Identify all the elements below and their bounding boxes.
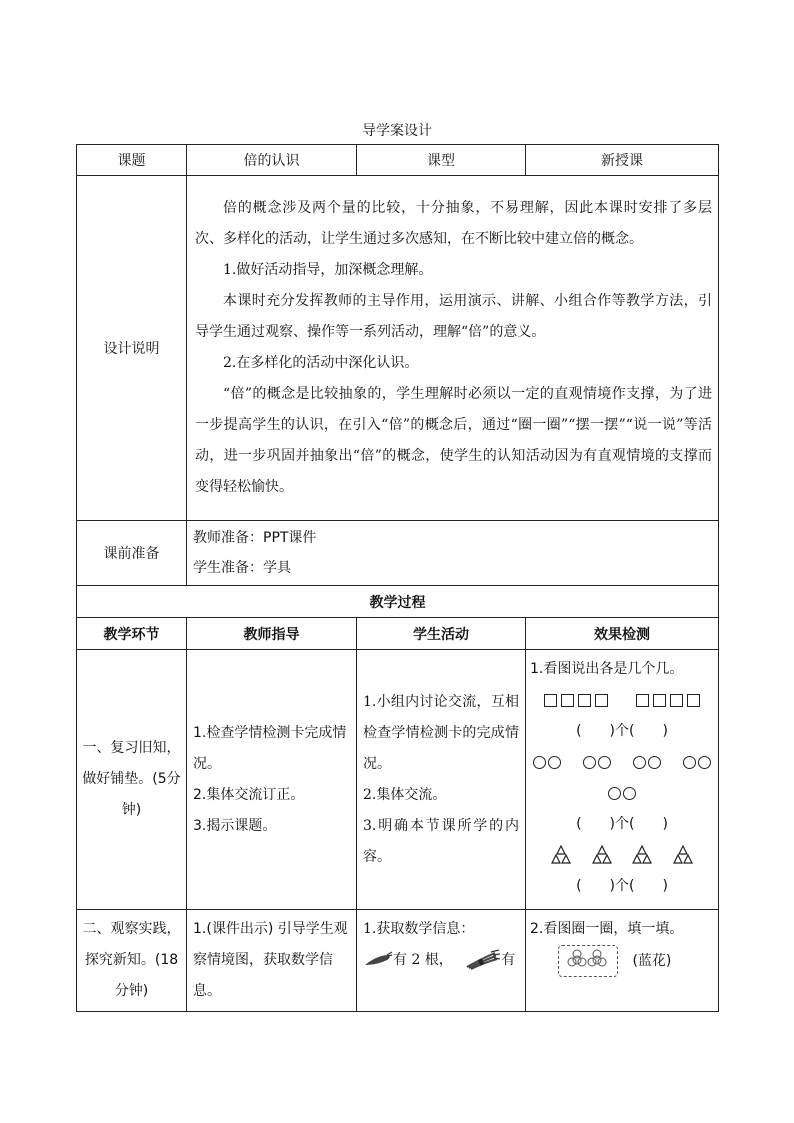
process-title: 教学过程 bbox=[77, 586, 719, 618]
guidance-item: 3.揭示课题。 bbox=[193, 817, 277, 834]
guidance-item: 2.集体交流订正。 bbox=[193, 786, 305, 803]
triangle-icon bbox=[592, 845, 612, 865]
design-paragraph: 1.做好活动指导，加深概念理解。 bbox=[223, 262, 433, 278]
circle-icon bbox=[598, 756, 611, 769]
square-icon bbox=[687, 694, 700, 707]
teacher-guidance bbox=[187, 650, 357, 910]
process-title-row bbox=[77, 586, 719, 618]
stage-cell: 一、复习旧知，做好铺垫。(5分钟) bbox=[77, 650, 187, 910]
preparation-text bbox=[187, 521, 719, 586]
triangles-figure bbox=[530, 840, 714, 871]
circle-icon bbox=[683, 756, 696, 769]
process-header-row bbox=[77, 618, 719, 650]
student-activity bbox=[357, 650, 526, 910]
lesson-plan-table bbox=[76, 144, 719, 1012]
activity-info bbox=[363, 945, 519, 976]
column-header: 教师指导 bbox=[187, 618, 357, 650]
flower-figure bbox=[530, 945, 714, 977]
bundle-icon bbox=[465, 949, 501, 971]
column-header: 学生活动 bbox=[357, 618, 526, 650]
student-preparation: 学生准备：学具 bbox=[193, 560, 291, 576]
stage-cell: 二、观察实践，探究新知。(18分钟) bbox=[77, 910, 187, 1012]
student-activity bbox=[357, 910, 526, 1012]
circle-icon bbox=[533, 756, 546, 769]
effect-check bbox=[526, 650, 719, 910]
square-icon bbox=[544, 694, 557, 707]
circle-icon bbox=[548, 756, 561, 769]
carrot-icon bbox=[363, 951, 393, 969]
square-icon bbox=[561, 694, 574, 707]
column-header: 教学环节 bbox=[77, 618, 187, 650]
circle-icon bbox=[623, 787, 636, 800]
info-text: 有 bbox=[501, 952, 516, 968]
activity-item: 3.明确本节课所学的内容。 bbox=[363, 817, 519, 865]
square-icon bbox=[595, 694, 608, 707]
design-paragraph: 本课时充分发挥教师的主导作用，运用演示、讲解、小组合作等教学方法，引导学生通过观察、操作等一系列活动，理解“倍”的意义。 bbox=[195, 293, 712, 340]
triangle-icon bbox=[551, 845, 571, 865]
flower-icon bbox=[559, 946, 615, 974]
guidance-item: 1.检查学情检测卡完成情况。 bbox=[193, 724, 347, 772]
activity-item: 1.小组内讨论交流，互相检查学情检测卡的完成情况。 bbox=[363, 693, 519, 772]
topic-value: 倍的认识 bbox=[187, 145, 357, 176]
preparation-label: 课前准备 bbox=[77, 521, 187, 586]
circles-figure-row2 bbox=[530, 778, 714, 809]
design-text bbox=[187, 176, 719, 521]
circle-icon bbox=[648, 756, 661, 769]
column-header: 效果检测 bbox=[526, 618, 719, 650]
square-icon bbox=[670, 694, 683, 707]
design-paragraph: “倍”的概念是比较抽象的，学生理解时必须以一定的直观情境作支撑，为了进一步提高学生的认识，在引入“倍”的概念后，通过“圈一圈”“摆一摆”“说一说”等活动，进一步巩固并抽象出“倍”的概念，使学生的认知活动因为有直观情境的支撑而变得轻松愉快。 bbox=[195, 386, 712, 495]
activity-item: 2.集体交流。 bbox=[363, 786, 447, 803]
type-value: 新授课 bbox=[526, 145, 719, 176]
document-title: 导学案设计 bbox=[362, 123, 432, 139]
effect-check bbox=[526, 910, 719, 1012]
topic-label: 课题 bbox=[77, 145, 187, 176]
info-text: 有 2 根， bbox=[393, 952, 453, 968]
flower-label: (蓝花) bbox=[632, 953, 672, 969]
squares-figure bbox=[530, 685, 714, 716]
circles-figure bbox=[530, 747, 714, 778]
preparation-row bbox=[77, 521, 719, 586]
design-paragraph: 2.在多样化的活动中深化认识。 bbox=[223, 355, 419, 371]
square-icon bbox=[653, 694, 666, 707]
triangle-icon bbox=[673, 845, 693, 865]
process-row bbox=[77, 650, 719, 910]
circle-icon bbox=[583, 756, 596, 769]
teacher-guidance: 1.(课件出示) 引导学生观察情境图，获取数学信息。 bbox=[187, 910, 357, 1012]
circle-icon bbox=[698, 756, 711, 769]
header-row bbox=[77, 145, 719, 176]
answer-blank[interactable]: ( )个( ) bbox=[576, 723, 668, 739]
design-row bbox=[77, 176, 719, 521]
square-icon bbox=[636, 694, 649, 707]
circle-icon bbox=[608, 787, 621, 800]
activity-item: 1.获取数学信息： bbox=[363, 921, 475, 937]
process-row bbox=[77, 910, 719, 1012]
teacher-preparation: 教师准备：PPT课件 bbox=[193, 530, 317, 546]
answer-blank[interactable]: ( )个( ) bbox=[576, 878, 668, 894]
type-label: 课型 bbox=[357, 145, 526, 176]
flower-group bbox=[558, 945, 618, 977]
answer-blank[interactable]: ( )个( ) bbox=[576, 816, 668, 832]
effect-prompt: 2.看图圈一圈，填一填。 bbox=[530, 921, 684, 937]
effect-prompt: 1.看图说出各是几个几。 bbox=[530, 661, 684, 677]
design-paragraph: 倍的概念涉及两个量的比较，十分抽象，不易理解，因此本课时安排了多层次、多样化的活动，让学生通过多次感知，在不断比较中建立倍的概念。 bbox=[195, 200, 712, 247]
circle-icon bbox=[633, 756, 646, 769]
design-label: 设计说明 bbox=[77, 176, 187, 521]
square-icon bbox=[578, 694, 591, 707]
triangle-icon bbox=[632, 845, 652, 865]
